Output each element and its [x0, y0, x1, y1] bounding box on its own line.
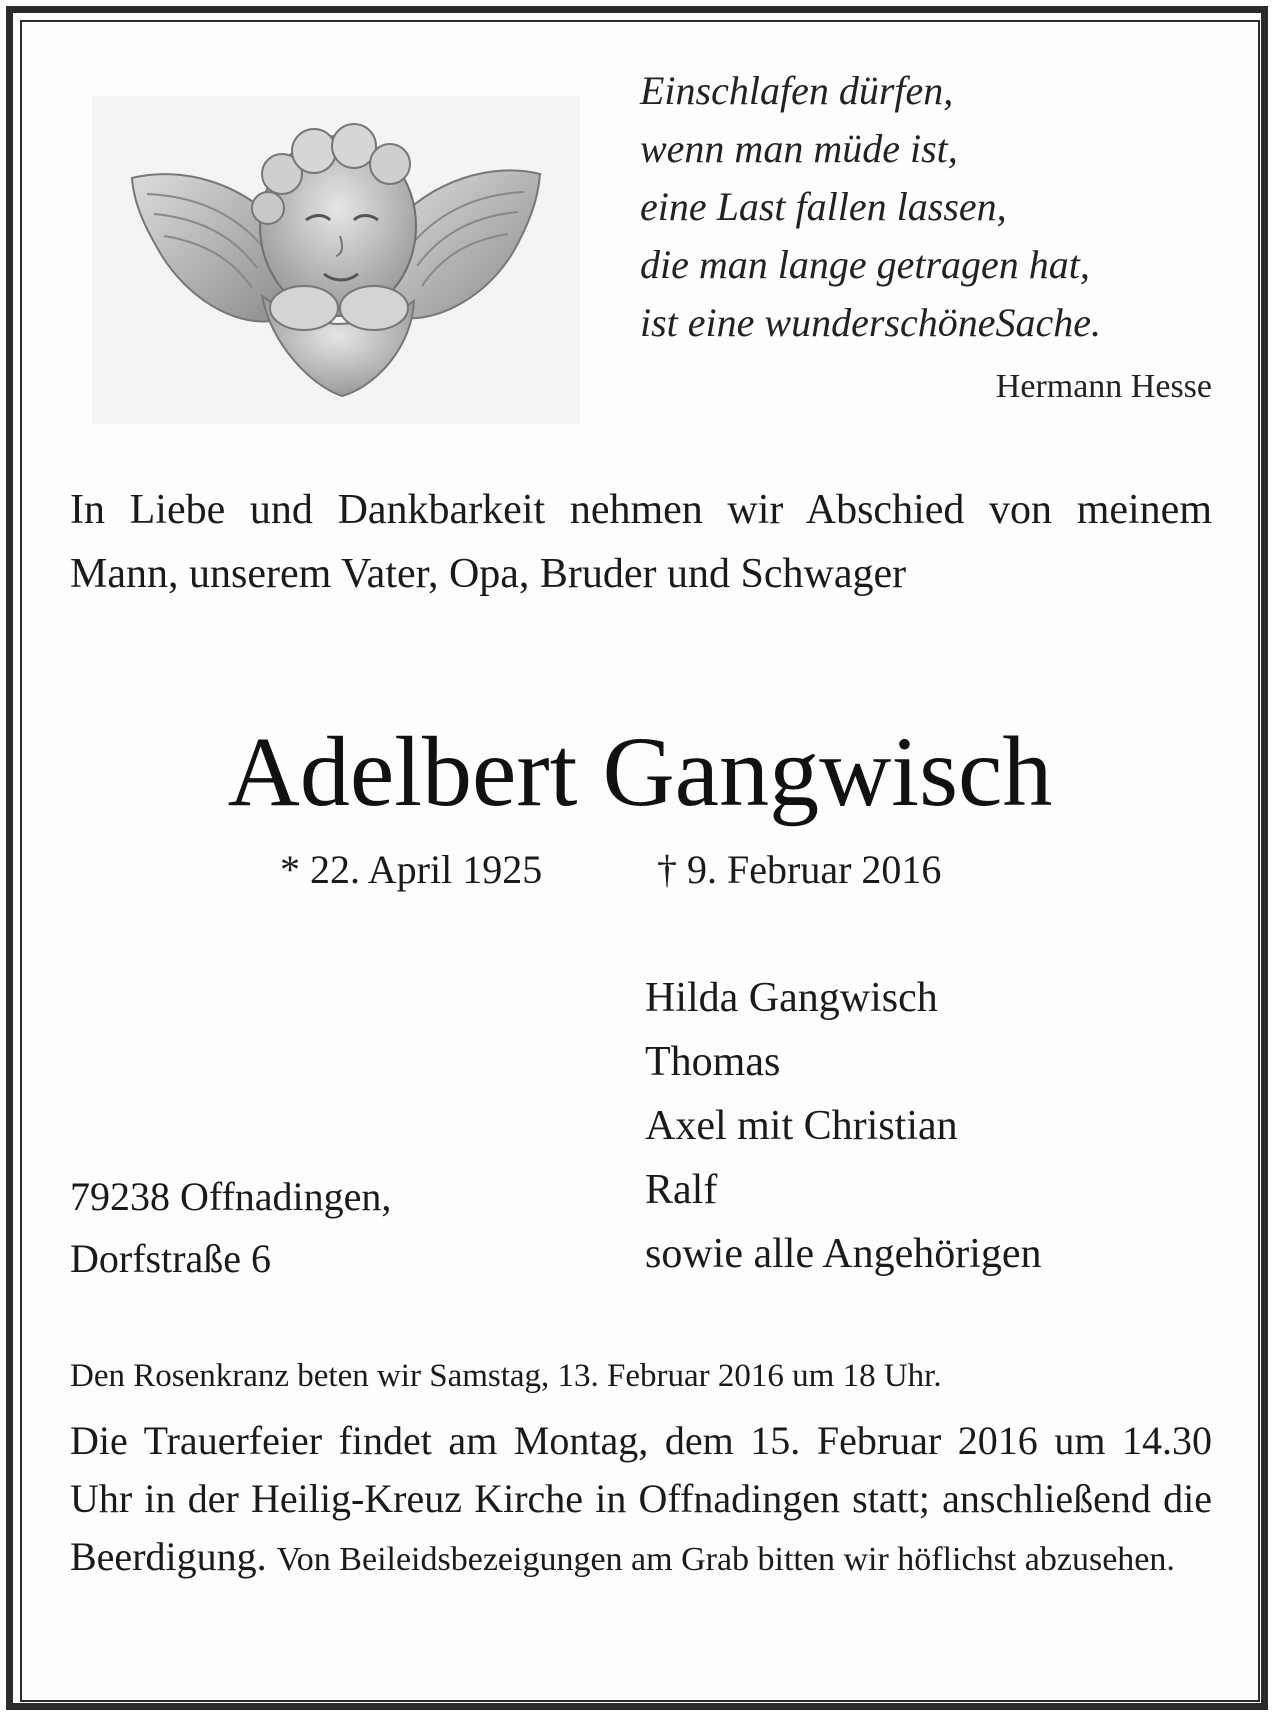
angel-cherub-image [92, 96, 580, 424]
mourner: Ralf [645, 1167, 718, 1213]
address-line: 79238 Offnadingen, [70, 1174, 392, 1219]
rosary-notice: Den Rosenkranz beten wir Samstag, 13. Februar 2016 um 18 Uhr. [70, 1358, 942, 1394]
poem-line: Einschlafen dürfen, [640, 68, 954, 113]
mourner: Thomas [645, 1039, 781, 1085]
poem-author: Hermann Hesse [995, 368, 1212, 405]
mourner: Hilda Gangwisch [645, 975, 938, 1021]
mourners-list [645, 966, 1042, 1286]
poem-line: die man lange getragen hat, [640, 242, 1090, 287]
address-line: Dorfstraße 6 [70, 1236, 272, 1281]
funeral-notice [70, 1412, 1212, 1589]
mourner: Axel mit Christian [645, 1103, 958, 1149]
poem-line: ist eine wunderschöneSache. [640, 300, 1101, 345]
poem [640, 62, 1220, 352]
poem-line: wenn man müde ist, [640, 126, 958, 171]
birth-date: * 22. April 1925 [280, 847, 543, 892]
mourner: sowie alle Angehörigen [645, 1231, 1042, 1277]
address [70, 1166, 391, 1290]
funeral-main: Die Trauerfeier findet am Montag, dem 15. Februar 2016 um 14.30 Uhr in der Heilig-Kreuz Kirche in Offnadingen statt; anschließend die Beerdigung. [70, 1418, 1212, 1579]
intro-text: In Liebe und Dankbarkeit nehmen wir Abschied von meinem Mann, unserem Vater, Opa, Bruder und Schwager [70, 487, 1212, 597]
poem-line: eine Last fallen lassen, [640, 184, 1007, 229]
deceased-name: Adelbert Gangwisch [227, 716, 1053, 827]
death-date: † 9. Februar 2016 [657, 847, 942, 892]
condolence-note: Von Beileidsbezeigungen am Grab bitten wir höflichst abzusehen. [276, 1541, 1175, 1578]
